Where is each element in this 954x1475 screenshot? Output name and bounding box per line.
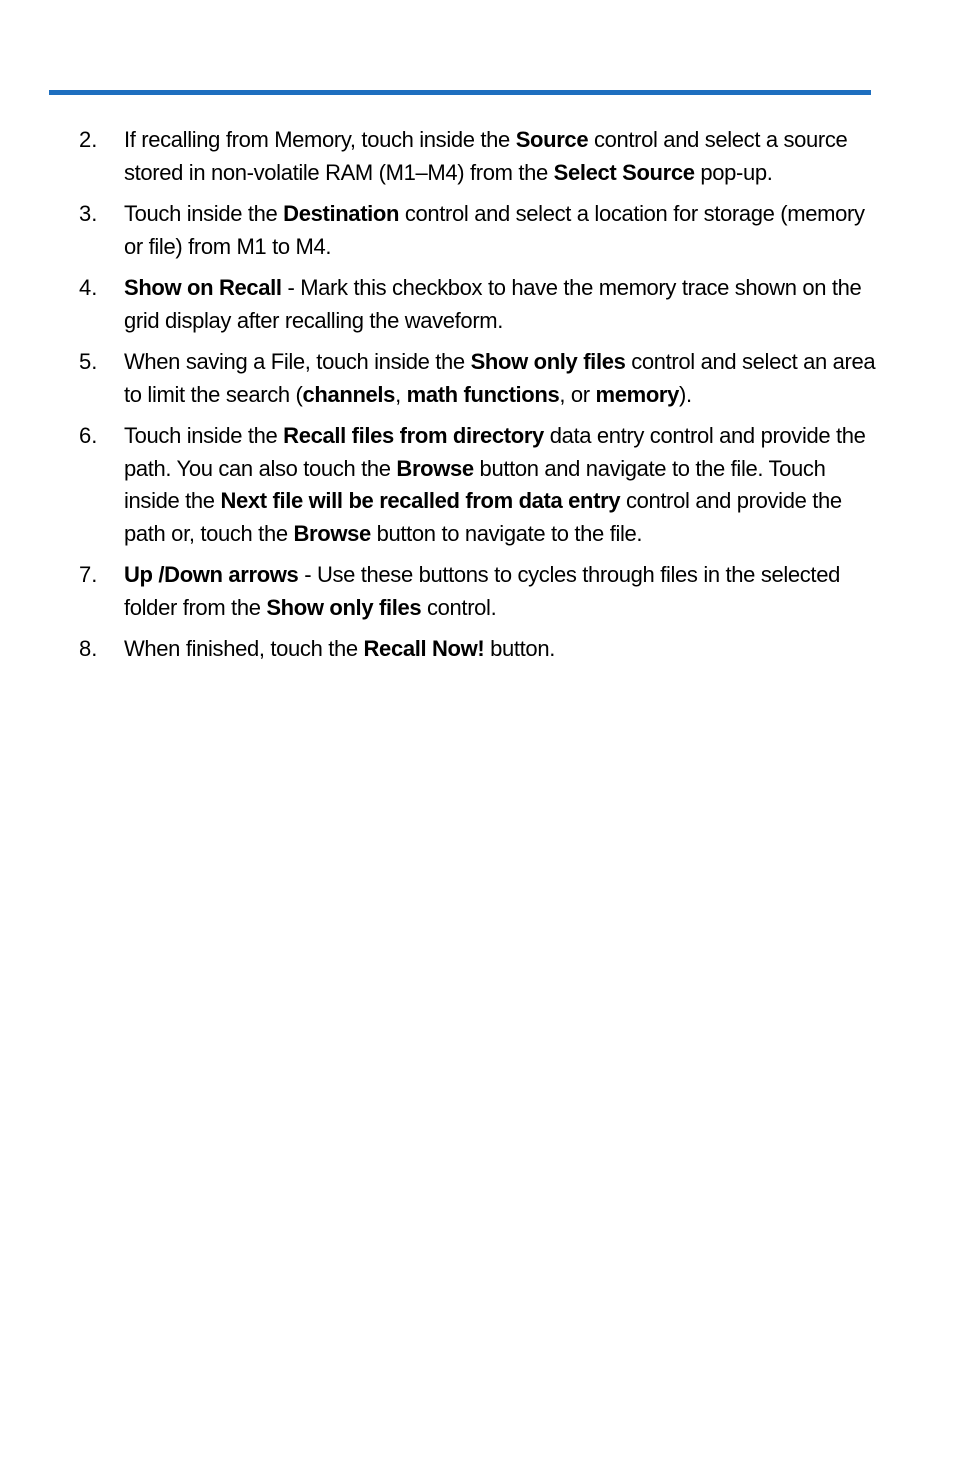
step-text: Show on Recall - Mark this checkbox to have the memory trace shown on the grid display after recalling the waveform. bbox=[124, 275, 862, 333]
step-number: 6. bbox=[79, 423, 98, 448]
step-text: When saving a File, touch inside the Show only files control and select an area to limit the search (channels, math functions, or memory). bbox=[124, 349, 876, 407]
step-number: 3. bbox=[79, 201, 98, 226]
step-number: 4. bbox=[79, 275, 98, 300]
list-item bbox=[79, 198, 879, 263]
list-item bbox=[79, 124, 879, 189]
list-item bbox=[79, 272, 879, 337]
list-item bbox=[79, 633, 879, 666]
step-text: Touch inside the Recall files from directory data entry control and provide the path. You can also touch the Browse button and navigate to the file. Touch inside the Next file will be recalled from data entry control and provide the path or, touch the Browse button to navigate to the file. bbox=[124, 423, 866, 546]
step-number: 2. bbox=[79, 127, 98, 152]
numbered-step-list bbox=[79, 124, 879, 675]
step-number: 5. bbox=[79, 349, 98, 374]
list-item bbox=[79, 559, 879, 624]
step-text: Up /Down arrows - Use these buttons to cycles through files in the selected folder from the Show only files control. bbox=[124, 562, 840, 620]
step-text: Touch inside the Destination control and select a location for storage (memory or file) from M1 to M4. bbox=[124, 201, 865, 259]
step-text: If recalling from Memory, touch inside the Source control and select a source stored in non-volatile RAM (M1–M4) from the Select Source pop-up. bbox=[124, 127, 848, 185]
step-number: 7. bbox=[79, 562, 98, 587]
step-text: When finished, touch the Recall Now! button. bbox=[124, 636, 555, 661]
list-item bbox=[79, 346, 879, 411]
list-item bbox=[79, 420, 879, 550]
header-rule bbox=[49, 90, 871, 95]
step-number: 8. bbox=[79, 636, 98, 661]
